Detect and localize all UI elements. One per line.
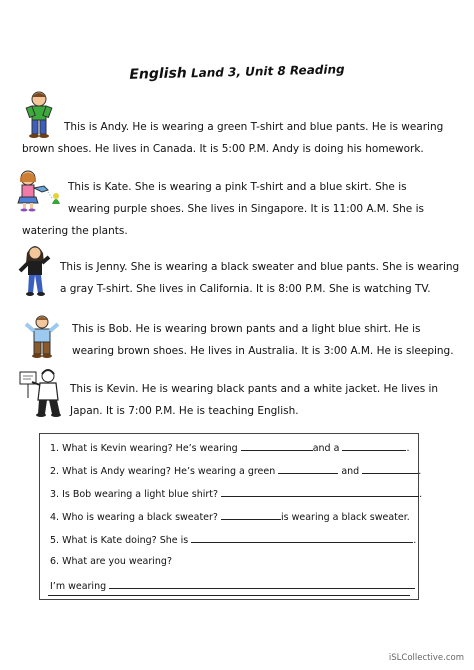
paragraph-andy: [22, 116, 443, 160]
question-2-and: and: [341, 466, 360, 477]
question-7: [50, 579, 415, 592]
question-3: 3. Is Bob wearing a light blue shirt? .: [50, 489, 423, 500]
question-6: [50, 556, 172, 567]
answer-4-blank[interactable]: [221, 510, 281, 520]
title-english: English: [129, 65, 188, 83]
question-6-text: 6. What are you wearing?: [50, 556, 172, 567]
paragraph-kate-line3: watering the plants.: [22, 225, 128, 237]
question-1-text: 1. What is Kevin wearing? He’s wearing: [50, 443, 238, 454]
question-7-text: I’m wearing: [50, 581, 107, 592]
question-5: 5. What is Kate doing? She is .: [50, 535, 417, 546]
paragraph-bob-line2: wearing brown shoes. He lives in Australia. It is 3:00 A.M. He is sleeping.: [72, 345, 454, 357]
question-2-text: 2. What is Andy wearing? He’s wearing a green: [50, 466, 276, 477]
paragraph-kate: [22, 176, 424, 242]
paragraph-jenny-line1: This is Jenny. She is wearing a black sweater and blue pants. She is wearing: [60, 261, 460, 273]
paragraph-andy-line1: This is Andy. He is wearing a green T-shirt and blue pants. He is wearing: [64, 121, 444, 133]
question-3-text: 3. Is Bob wearing a light blue shirt?: [50, 489, 219, 500]
answer-6a-blank[interactable]: [109, 579, 415, 589]
question-4: [50, 510, 410, 523]
paragraph-bob: [22, 318, 454, 362]
page-title: [0, 58, 474, 86]
title-unit: Land 3, Unit 8 Reading: [190, 62, 345, 81]
paragraph-jenny: [22, 256, 459, 300]
question-2: 2. What is Andy wearing? He’s wearing a green and .: [50, 466, 422, 477]
site-watermark: iSLCollective.com: [388, 653, 464, 663]
paragraph-bob-line1: This is Bob. He is wearing brown pants and a light blue shirt. He is: [72, 323, 421, 335]
paragraph-kevin-line1: This is Kevin. He is wearing black pants and a white jacket. He lives in: [70, 383, 439, 395]
answer-2a-blank[interactable]: [278, 464, 338, 474]
answer-6b-blank[interactable]: [48, 595, 410, 596]
paragraph-kevin: [22, 378, 438, 422]
question-5-text: 5. What is Kate doing? She is: [50, 535, 189, 546]
answer-1b-blank[interactable]: [342, 441, 406, 451]
question-4-text: 4. Who is wearing a black sweater?: [50, 512, 218, 523]
answer-1a-blank[interactable]: [241, 441, 313, 451]
question-4-tail: is wearing a black sweater.: [281, 512, 410, 523]
paragraph-andy-line2: brown shoes. He lives in Canada. It is 5:00 P.M. Andy is doing his homework.: [22, 143, 424, 155]
answer-2b-blank[interactable]: [362, 464, 418, 474]
paragraph-kevin-line2: Japan. It is 7:00 P.M. He is teaching English.: [70, 405, 299, 417]
answer-5-blank[interactable]: [191, 533, 413, 543]
paragraph-kate-line1: This is Kate. She is wearing a pink T-shirt and a blue skirt. She is: [68, 181, 407, 193]
paragraph-jenny-line2: a gray T-shirt. She lives in California. It is 8:00 P.M. She is watching TV.: [60, 283, 431, 295]
answer-3-blank[interactable]: [221, 487, 419, 497]
question-1: 1. What is Kevin wearing? He’s wearing and a .: [50, 443, 410, 454]
paragraph-kate-line2: wearing purple shoes. She lives in Singapore. It is 11:00 A.M. She is: [68, 203, 424, 215]
question-1-and: and a: [312, 443, 340, 454]
questions-box: [39, 433, 423, 600]
